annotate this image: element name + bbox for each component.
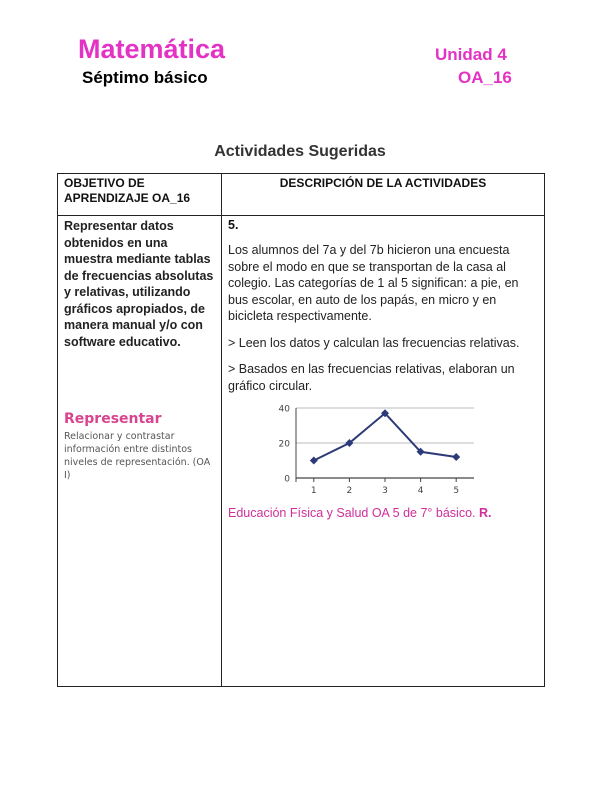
skill-title: Representar (64, 411, 162, 427)
activity-text: Los alumnos del 7a y del 7b hicieron una encuesta sobre el modo en que se transportan de la casa al colegio. Las categorías de 1 al 5 significan: a pie, en bus escolar, en auto de los papás, en micro y en bicicleta respectivamente. (228, 243, 519, 323)
y-tick-label: 20 (278, 439, 290, 450)
data-point (310, 457, 318, 465)
line-chart (274, 398, 484, 498)
skill-block (64, 411, 214, 482)
header-unit: Unidad 4 (435, 45, 507, 64)
x-tick-label: 3 (382, 486, 388, 496)
line-chart-svg (274, 398, 484, 498)
series-line (314, 413, 456, 460)
x-tick-label: 4 (417, 486, 424, 496)
header-oa: OA_16 (458, 68, 512, 87)
x-tick-label: 5 (453, 486, 460, 496)
skill-description: Relacionar y contrastar información entre distintos niveles de representación. (OA I) (64, 431, 211, 481)
activity-step-2: > Basados en las frecuencias relativas, elaboran un gráfico circular. (228, 362, 515, 393)
data-point (452, 453, 460, 461)
activity-step-1: > Leen los datos y calculan las frecuencias relativas. (228, 335, 520, 350)
objective-cell (58, 216, 222, 687)
y-tick-label: 40 (278, 404, 290, 415)
cross-curricular-link (228, 506, 538, 520)
header-subtitle: Séptimo básico (82, 68, 208, 87)
x-tick-label: 1 (310, 486, 317, 496)
section-title: Actividades Sugeridas (214, 143, 386, 160)
y-tick-label: 0 (284, 474, 290, 485)
objective-text: Representar datos obtenidos en una muestra mediante tablas de frecuencias absolutas y relativas, utilizando gráficos apropiados, de manera manual y/o con software educativo. (64, 219, 214, 349)
activities-table (57, 173, 545, 687)
link-text: Educación Física y Salud OA 5 de 7° básico. (228, 506, 476, 520)
activity-number: 5. (228, 218, 239, 232)
col-right-header: DESCRIPCIÓN DE LA ACTIVIDADES (222, 174, 545, 216)
header-title: Matemática (78, 34, 226, 64)
activity-cell (222, 216, 545, 687)
x-tick-label: 2 (346, 486, 353, 496)
link-suffix: R. (478, 506, 492, 520)
col-left-header: OBJETIVO DE APRENDIZAJE OA_16 (58, 174, 222, 216)
